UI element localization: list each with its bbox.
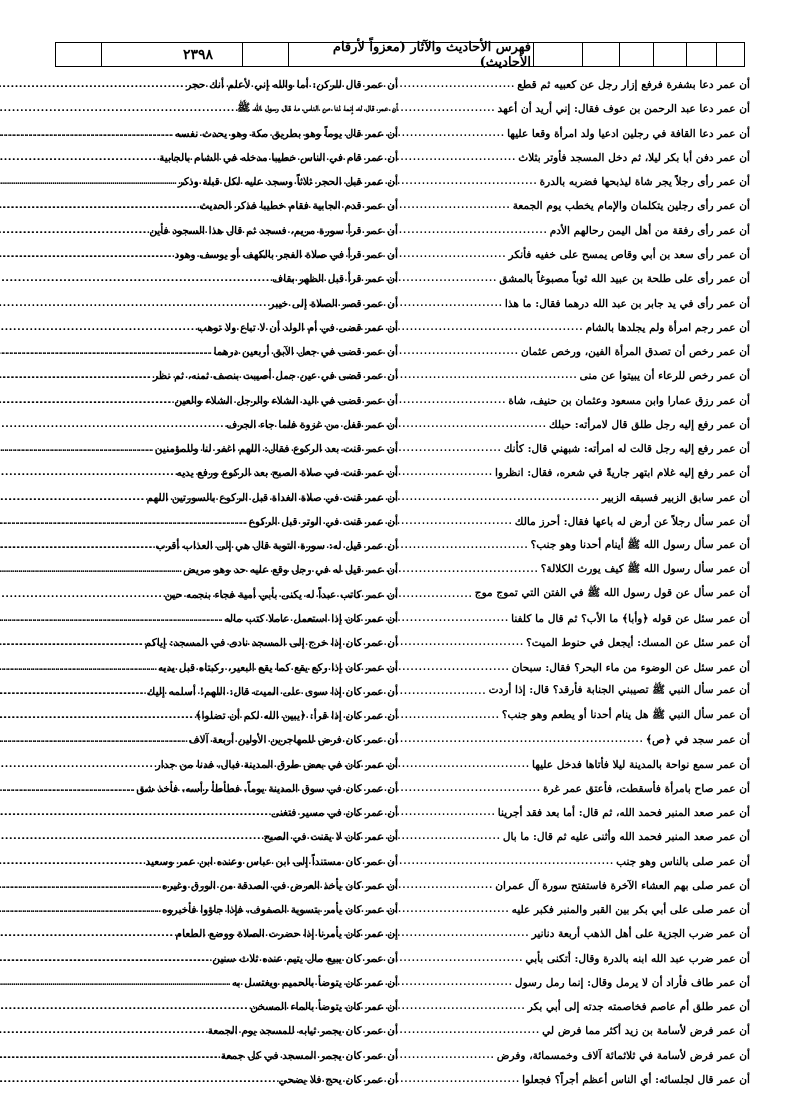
- entry-text: أن عمر رأى سعد بن أبي وقاص يمسح على خفيه فأنكر: [508, 248, 750, 261]
- header-divider: [686, 43, 687, 66]
- index-entry: [40, 947, 398, 971]
- entry-text: أن عمر قنت في الوتر قبل الركوع: [248, 515, 398, 528]
- entry-text: أن عمر صعد المنبر فحمد الله، ثم قال: أما بعد فقد أجرينا: [497, 807, 750, 820]
- index-entry: [40, 364, 398, 388]
- entry-text: أن عمر ضرب عبد الله ابنه بالدرة وقال: أتكنى بأبي: [525, 952, 750, 965]
- entry-text: أن عمر رخص أن تصدق المرأة الفين، ورخص عثمان: [520, 346, 750, 359]
- entry-text: أن عمر رأى رفقة من أهل اليمن رحالهم الأدم: [549, 224, 750, 237]
- index-entry: [40, 850, 398, 874]
- page-title: فهرس الأحاديث والآثار (معزواً لأرقام الأحاديث): [332, 39, 531, 70]
- index-entry: [40, 680, 398, 704]
- index-entry: [40, 291, 398, 315]
- entry-text: أن عمر صاح بامرأة فأسقطت، فأعتق عمر غرة: [543, 782, 750, 795]
- entry-text: أن عمر كان يتوضأ بالماء المسخن: [250, 1001, 398, 1014]
- index-entry: [40, 534, 398, 558]
- entry-text: أن عمر رفع إليه رجل طلق قال لامرأته: حبلك: [548, 418, 750, 431]
- entry-text: أن عمر كان يأمر بتسوية الصفوف، فإذا جاؤوا فأخبروه: [161, 904, 398, 917]
- index-entry: [40, 1019, 398, 1043]
- index-entry: [400, 607, 750, 631]
- index-entry: [400, 655, 750, 679]
- leader-dots: [0, 978, 230, 988]
- leader-dots: [0, 1075, 277, 1085]
- index-entry: [400, 583, 750, 607]
- entry-text: أن عمر قنت في صلاة الغداة قبل الركوع بالسورتين اللهم: [146, 491, 398, 504]
- index-entry: [400, 146, 750, 170]
- leader-dots: [0, 663, 156, 673]
- index-entry: [40, 316, 398, 340]
- entry-text: أن عمر دعا عبد الرحمن بن عوف فقال: إني أريد أن أعهد: [497, 103, 750, 116]
- page-number: ٢٣٩٨: [182, 46, 214, 63]
- entry-text: أن عمر قصر الصلاة إلى خيبر: [269, 297, 398, 310]
- index-entry: [400, 1068, 750, 1092]
- index-entry: [400, 510, 750, 534]
- entry-text: أن عمر قفل من غزوة فلما جاء الجرف: [226, 418, 398, 431]
- leader-dots: [0, 153, 157, 163]
- index-entry: [400, 194, 750, 218]
- entry-text: أن عمر كان فرض للمهاجرين الأولين أربعة آلاف: [188, 734, 398, 747]
- entry-text: أن عمر رجم امرأة ولم يجلدها بالشام: [585, 321, 750, 334]
- entry-text: أن عمر كان إذا ركع يقع كما يقع البعير، ركبتاه قبل يديه: [157, 661, 398, 674]
- entry-text: أن عمر قال له إنما لنا من الناس ما قال رسول الله ﷺ: [237, 101, 398, 114]
- entry-text: أن عمر قيل له: سورة التوبة قال هي إلى العذاب أقرب: [155, 540, 398, 553]
- leader-dots: [0, 323, 195, 333]
- leader-dots: [0, 250, 173, 260]
- entry-text: أن عمر كان يبيع مال يتيم عنده ثلاث سنين: [212, 952, 398, 965]
- index-entry: [40, 558, 398, 582]
- index-entry: [400, 752, 750, 776]
- index-entry: [400, 97, 750, 121]
- index-entry: [400, 461, 750, 485]
- entry-text: أن عمر دعا القافة في رجلين ادعيا ولد امرأة وقعا عليها: [507, 127, 750, 140]
- index-entry: [40, 752, 398, 776]
- header-divider: [619, 43, 620, 66]
- entry-text: أن عمر كان لا يقنت في الصبح: [263, 831, 398, 844]
- leader-dots: [0, 468, 174, 478]
- entry-text: أن عمر رخص للرعاء أن يبيتوا عن منى: [579, 370, 750, 383]
- index-entry: [40, 1068, 398, 1092]
- entry-text: أن عمر رزق عمارا وابن مسعود وعثمان بن حنيف، شاة: [508, 394, 750, 407]
- entry-text: أن عمر سمع نواحة بالمدينة ليلا فأتاها فدخل عليها: [531, 758, 750, 771]
- index-entry: [40, 510, 398, 534]
- entry-text: أن عمر سأل عن قول رسول الله ﷺ في الفتن التي تموج موج: [474, 587, 750, 600]
- index-entry: [400, 801, 750, 825]
- index-entry: [400, 825, 750, 849]
- leader-dots: [0, 371, 151, 381]
- index-entry: [40, 388, 398, 412]
- index-entry: [40, 583, 398, 607]
- entry-text: أن عمر فرض لأسامة في ثلاثمائة آلاف وخمسمائة، وفرض: [496, 1049, 750, 1062]
- index-entry: [40, 971, 398, 995]
- entry-text: أن عمر قضى في جعل الآبق أربعين درهما: [213, 346, 398, 359]
- entry-text: أن عمر صلى بهم العشاء الآخرة فاستفتح سورة آل عمران: [495, 879, 750, 892]
- index-entry: [40, 461, 398, 485]
- index-entry: [400, 995, 750, 1019]
- entry-text: أن عمر فرض لأسامة بن زيد أكثر مما فرض لي: [542, 1025, 750, 1038]
- entry-text: أن عمر رأى رجلين يتكلمان والإمام يخطب يوم الجمعة: [512, 200, 750, 213]
- entry-text: أن عمر قضى في أم الولد أن لا تباع ولا توهب: [197, 321, 398, 334]
- entry-text: أن عمر كان يتوضأ بالحميم ويغتسل به: [231, 976, 398, 989]
- entry-text: أن عمر سأل رسول الله ﷺ كيف يورث الكلالة؟: [540, 562, 750, 575]
- index-entry: [40, 97, 398, 121]
- entry-text: أن عمر رأى على طلحة بن عبيد الله ثوباً مصبوغاً بالمشق: [499, 273, 750, 286]
- leader-dots: [0, 711, 193, 721]
- index-entry: [400, 777, 750, 801]
- entry-text: أن عمر رفع إليه غلام ابتهر جاريةً في شعره، فقال: انظروا: [495, 467, 750, 480]
- leader-dots: [0, 760, 154, 770]
- index-entry: [400, 1044, 750, 1068]
- entry-text: أن عمر قنت في صلاة الصبح بعد الركوع ورفع يديه: [176, 467, 398, 480]
- entry-text: أن عمر صلى على أبي بكر بين القبر والمنبر فكبر عليه: [511, 904, 750, 917]
- leader-dots: [0, 832, 262, 842]
- entry-text: أن عمر كان يجمر ثيابه للمسجد يوم الجمعة: [207, 1025, 398, 1038]
- index-entry: [40, 146, 398, 170]
- index-column-left: [40, 73, 398, 1092]
- entry-text: أن عمر قضى في اليد الشلاء والرجل الشلاء والعين: [174, 394, 398, 407]
- entry-text: أن عمر كان إذا قرأ: ﴿يبين الله لكم أن تضلوا﴾: [195, 710, 398, 723]
- entry-text: أن عمر كان في مسير فتغنى: [271, 807, 398, 820]
- entry-text: أن عمر رأى رجلاً يجر شاة ليذبحها فضربه بالدرة: [539, 176, 750, 189]
- entry-text: أن عمر سئل عن قوله ﴿وأبا﴾ ما الأب؟ ثم قال ما كلفنا: [511, 612, 750, 625]
- leader-dots: [0, 420, 224, 430]
- index-entry: [400, 947, 750, 971]
- leader-dots: [0, 590, 163, 600]
- index-entry: [400, 388, 750, 412]
- leader-dots: [0, 396, 172, 406]
- header-divider: [533, 43, 534, 66]
- leader-dots: [0, 735, 187, 745]
- entry-text: أن عمر كان إذا خرج إلى المسجد نادى في المسجد: إياكم: [144, 637, 398, 650]
- index-entry: [400, 413, 750, 437]
- leader-dots: [0, 638, 143, 648]
- entry-text: أن عمر سأل النبي ﷺ هل ينام أحدنا أو يطعم وهو جنب؟: [501, 708, 750, 721]
- index-entry: [40, 874, 398, 898]
- entry-text: أن عمر قرأ قبل الظهر بقاف: [272, 273, 398, 286]
- entry-text: أن عمر سأل رجلاً عن أرض له باعها فقال: أحرز مالك: [514, 515, 750, 528]
- leader-dots: [0, 299, 267, 309]
- entry-text: أن عمر قيل له في رجل وقع عليه حد وهو مريض: [183, 564, 398, 577]
- index-entry: [40, 922, 398, 946]
- header-divider: [716, 43, 717, 66]
- entry-text: أن عمر قنت بعد الركوع فقال: اللهم اغفر لنا وللمؤمنين: [154, 443, 398, 456]
- entry-text: أن عمر رفع إليه رجل قالت له امرأته: شبهني قال: كأنك: [503, 443, 750, 456]
- entry-text: أن عمر ضرب الجزية على أهل الذهب أربعة دنانير: [531, 928, 750, 941]
- leader-dots: [0, 565, 181, 575]
- entry-text: أن عمر طاف فأراد أن لا يرمل وقال: إنما رمل رسول: [514, 976, 750, 989]
- entry-text: أن عمر رأى في يد جابر بن عبد الله درهما فقال: ما هذا: [504, 297, 750, 310]
- index-entry: [400, 316, 750, 340]
- leader-dots: [0, 541, 154, 551]
- index-entry: [400, 874, 750, 898]
- index-entry: [40, 704, 398, 728]
- index-entry: [400, 534, 750, 558]
- index-column-right: [400, 73, 750, 1092]
- leader-dots: [0, 104, 235, 114]
- entry-text: أن عمر كان في بعض طرق المدينة فبال، فدنا من جدار: [155, 758, 398, 771]
- entry-text: إن عمر كان يأمرنا إذا حضرت الصلاة ووضع الطعام: [175, 928, 398, 941]
- index-entry: [40, 607, 398, 631]
- index-entry: [40, 340, 398, 364]
- entry-text: أن عمر دعا بشفرة فرفع إزار رجل عن كعبيه ثم قطع: [517, 79, 750, 92]
- leader-dots: [0, 444, 153, 454]
- index-entry: [40, 631, 398, 655]
- entry-text: أن عمر سجد في ﴿ص﴾: [645, 734, 750, 747]
- header-cell: [242, 43, 288, 66]
- index-entry: [400, 971, 750, 995]
- index-entry: [40, 1044, 398, 1068]
- index-entry: [400, 243, 750, 267]
- index-entry: [40, 486, 398, 510]
- entry-text: أن عمر سأل النبي ﷺ تصيبني الجنابة فأرقد؟ قال: إذا أردت: [488, 684, 750, 697]
- leader-dots: [0, 954, 210, 964]
- entry-text: أن عمر قضى في عين جمل أصيبت بنصف ثمنه، ثم نظر: [152, 370, 398, 383]
- index-entry: [40, 243, 398, 267]
- leader-dots: [0, 517, 247, 527]
- leader-dots: [0, 80, 184, 90]
- index-entry: [400, 486, 750, 510]
- entry-text: أن عمر قدم الجابية فقام خطيبا فذكر الحديث: [199, 200, 398, 213]
- entry-text: أن عمر سأل رسول الله ﷺ أينام أحدنا وهو جنب؟: [530, 538, 750, 551]
- index-entry: [400, 340, 750, 364]
- index-entry: [400, 850, 750, 874]
- index-entry: [40, 995, 398, 1019]
- index-entry: [40, 728, 398, 752]
- leader-dots: [0, 1026, 206, 1036]
- index-entry: [400, 680, 750, 704]
- entry-text: أن عمر قرأ في صلاة الفجر بالكهف أو يوسف وهود: [174, 248, 398, 261]
- index-entry: [40, 437, 398, 461]
- index-entry: [400, 1019, 750, 1043]
- entry-text: أن عمر كاتب عبداً له يكنى بأبي أمية فجاء بنجمه حين: [164, 588, 398, 601]
- entry-text: أن عمر سئل عن المسك: أيجعل في حنوط الميت؟: [526, 637, 750, 650]
- index-entry: [40, 898, 398, 922]
- index-entry: [40, 170, 398, 194]
- entry-text: أن عمر كان إذا استعمل عاملا كتب ماله: [224, 612, 398, 625]
- leader-dots: [0, 177, 176, 187]
- leader-dots: [0, 687, 145, 697]
- leader-dots: [0, 784, 134, 794]
- index-entry: [40, 655, 398, 679]
- index-entry: [400, 267, 750, 291]
- entry-text: أن عمر سابق الزبير فسبقه الزبير: [601, 491, 750, 504]
- leader-dots: [0, 1002, 248, 1012]
- index-entry: [400, 364, 750, 388]
- leader-dots: [0, 226, 147, 236]
- index-entry: [40, 825, 398, 849]
- entry-text: أن عمر قام في الناس خطيبا مدخله في الشام بالجابية: [159, 151, 398, 164]
- index-entry: [40, 194, 398, 218]
- header-cell: [101, 43, 154, 66]
- leader-dots: [0, 347, 212, 357]
- entry-text: أن عمر كان يحج فلا يضحي: [278, 1074, 398, 1087]
- index-entry: [400, 728, 750, 752]
- entry-text: أن عمر قرأ سورة مريم، فسجد ثم قال هذا السجود فأين: [149, 224, 398, 237]
- entry-text: أن عمر قال للركن: أما والله إني لأعلم أنك حجر: [186, 79, 398, 92]
- index-entry: [40, 219, 398, 243]
- leader-dots: [0, 274, 270, 284]
- entry-text: أن عمر كان في سوق المدينة يوماً، فطأطأ رأسه، فأخذ شق: [136, 782, 398, 795]
- header-divider: [653, 43, 654, 66]
- index-entry: [40, 267, 398, 291]
- leader-dots: [0, 929, 174, 939]
- leader-dots: [0, 614, 222, 624]
- page-header: [55, 39, 745, 70]
- entry-text: أن عمر قال يوماً وهو بطريق مكة وهو يحدث نفسه: [174, 127, 398, 140]
- index-entry: [40, 801, 398, 825]
- index-entry: [400, 898, 750, 922]
- entry-text: أن عمر كان يأخذ العرض في الصدقة من الورق وغيره: [161, 879, 398, 892]
- leader-dots: [0, 808, 269, 818]
- index-entry: [400, 291, 750, 315]
- index-entry: [400, 437, 750, 461]
- index-entry: [400, 170, 750, 194]
- index-entry: [400, 631, 750, 655]
- index-entry: [40, 777, 398, 801]
- leader-dots: [0, 201, 197, 211]
- entry-text: أن عمر صلى بالناس وهو جنب: [616, 855, 750, 868]
- leader-dots: [0, 1051, 219, 1061]
- entry-text: أن عمر دفن أبا بكر ليلا، ثم دخل المسجد فأوتر بثلاث: [518, 151, 750, 164]
- entry-text: أن عمر سئل عن الوضوء من ماء البحر؟ فقال: سبحان: [511, 661, 750, 674]
- leader-dots: [0, 129, 173, 139]
- leader-dots: [0, 857, 144, 867]
- entry-text: أن عمر قبل الحجر ثلاثاً وسجد عليه لكل قبلة وذكر: [178, 176, 398, 189]
- entry-text: أن عمر كان مستنداً إلى ابن عباس وعنده ابن عمر وسعيد: [145, 855, 398, 868]
- entry-text: أن عمر طلق أم عاصم فخاصمته جدته إلى أبي بكر: [527, 1001, 750, 1014]
- header-divider: [582, 43, 583, 66]
- index-entry: [400, 219, 750, 243]
- entry-text: أن عمر صعد المنبر فحمد الله وأثنى عليه ثم قال: ما بال: [502, 831, 750, 844]
- entry-text: أن عمر كان إذا سوى على الميت قال: اللهم! أسلمه إليك: [146, 685, 398, 698]
- index-entry: [40, 122, 398, 146]
- index-entry: [400, 704, 750, 728]
- entry-text: أن عمر كان يجمر المسجد في كل جمعة: [220, 1049, 398, 1062]
- index-entry: [400, 558, 750, 582]
- index-entry: [40, 73, 398, 97]
- index-entry: [40, 413, 398, 437]
- index-entry: [400, 122, 750, 146]
- index-entry: [400, 922, 750, 946]
- leader-dots: [0, 881, 160, 891]
- leader-dots: [0, 905, 160, 915]
- entry-text: أن عمر قال لجلسائه: أي الناس أعظم أجراً؟ فجعلوا: [522, 1074, 750, 1087]
- index-entry: [400, 73, 750, 97]
- leader-dots: [0, 493, 145, 503]
